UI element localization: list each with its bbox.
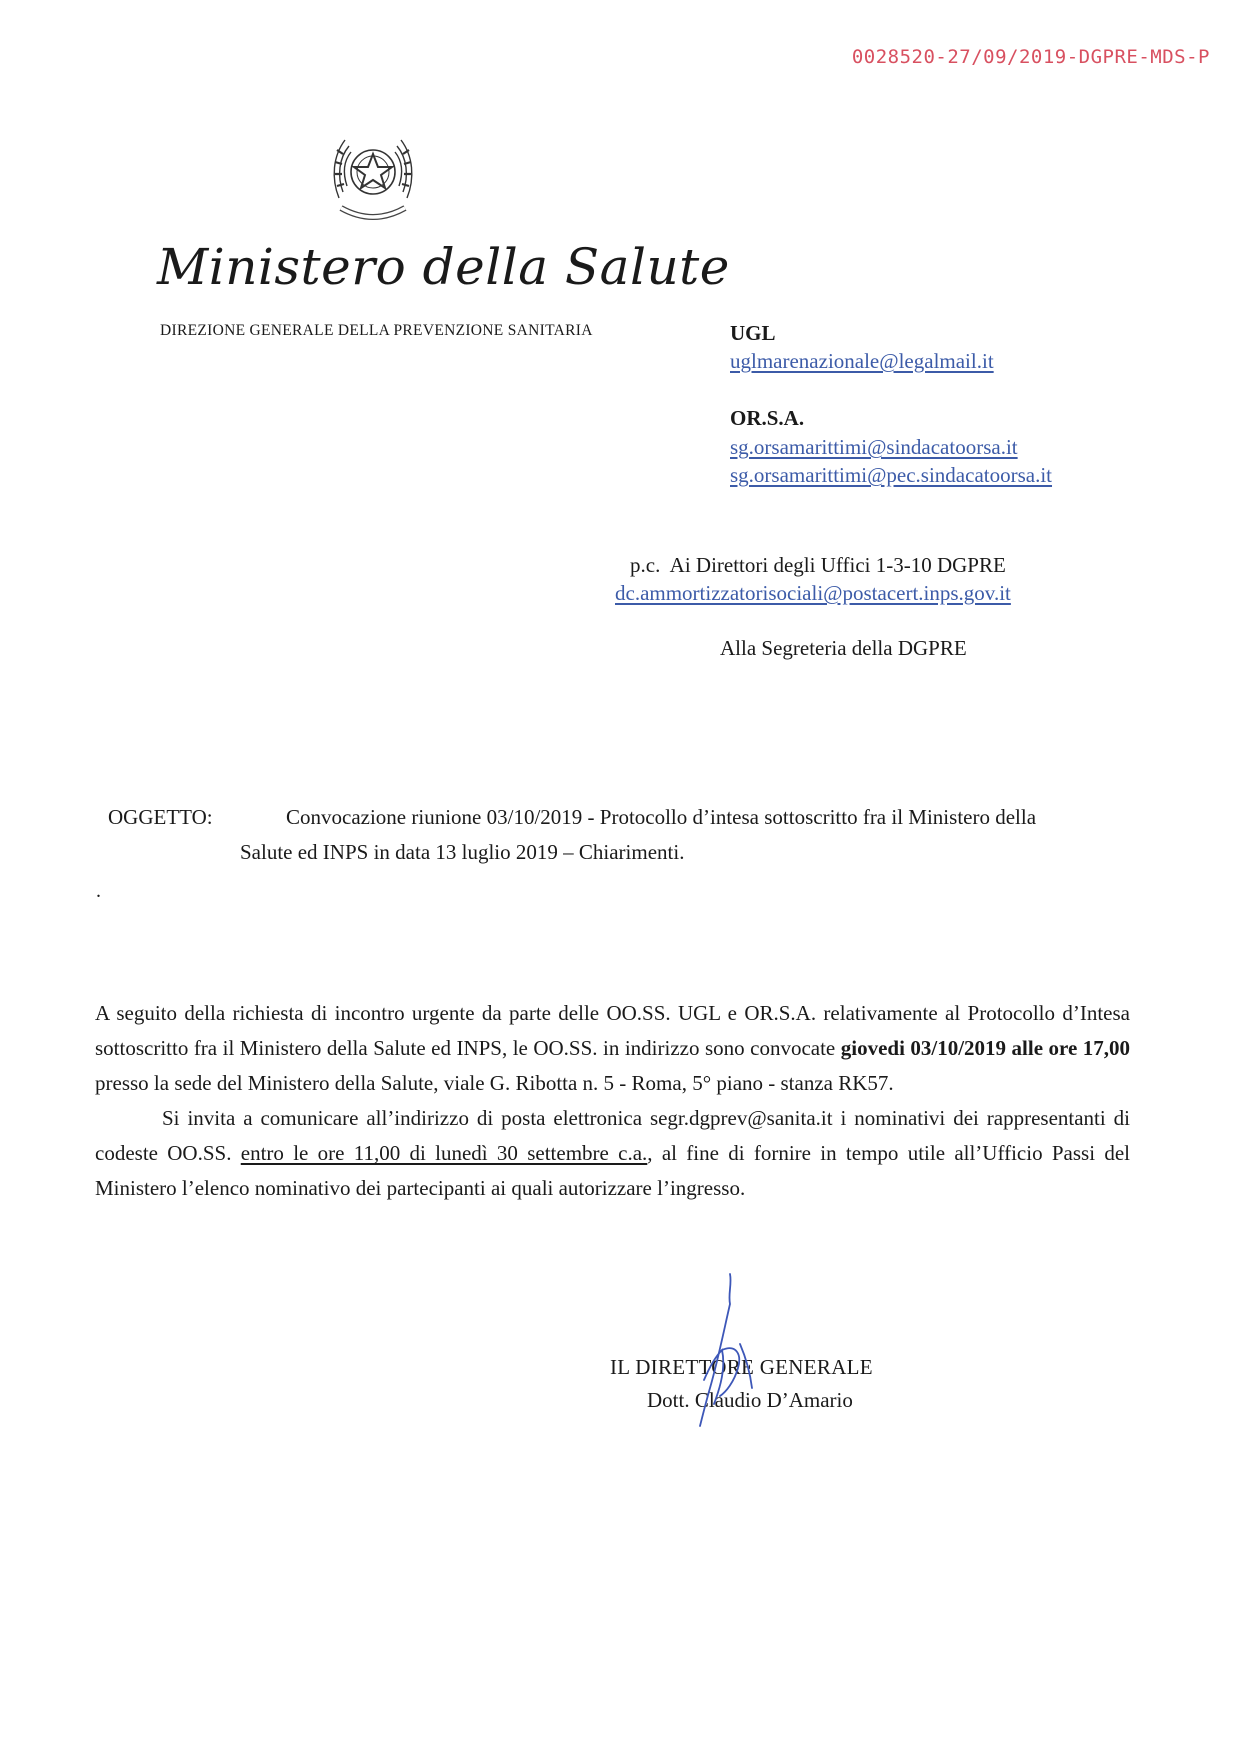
- recipient-ugl-name: UGL: [730, 321, 776, 345]
- cc-segreteria: Alla Segreteria della DGPRE: [720, 636, 967, 660]
- signatory-name: Dott. Claudio D’Amario: [647, 1388, 853, 1412]
- paragraph-2: Si invita a comunicare all’indirizzo di posta elettronica segr.dgprev@sanita.it i nominativi dei rappresentanti di codeste OO.SS. entro le ore 11,00 di lunedì 30 settembre c.a., al fine di fornire in tempo utile all’Ufficio Passi del Ministero l’elenco nominativo dei partecipanti ai quali autorizzare l’ingresso.: [95, 1106, 1130, 1200]
- meeting-datetime: giovedi 03/10/2019 alle ore 17,00: [840, 1036, 1131, 1060]
- stray-mark: .: [96, 880, 101, 902]
- cc-email[interactable]: dc.ammortizzatorisociali@postacert.inps.gov.it: [615, 581, 1011, 605]
- subject-line-1: Convocazione riunione 03/10/2019 - Protocollo d’intesa sottoscritto fra il Ministero della: [286, 805, 1037, 829]
- subject-line-2: Salute ed INPS in data 13 luglio 2019 – Chiarimenti.: [240, 840, 685, 864]
- subject-label: OGGETTO:: [108, 805, 213, 829]
- republic-emblem-icon: [323, 128, 423, 232]
- cc-line: p.c. Ai Direttori degli Uffici 1-3-10 DGPRE: [630, 553, 1006, 577]
- recipient-ugl-email[interactable]: uglmarenazionale@legalmail.it: [730, 349, 994, 373]
- deadline: entro le ore 11,00 di lunedì 30 settembre c.a.: [240, 1141, 648, 1165]
- paragraph-1: A seguito della richiesta di incontro urgente da parte delle OO.SS. UGL e OR.S.A. relativamente al Protocollo d’Intesa sottoscritto fra il Ministero della Salute ed INPS, le OO.SS. in indirizzo sono convocate giovedi 03/10/2019 alle ore 17,00 presso la sede del Ministero della Salute, viale G. Ribotta n. 5 - Roma, 5° piano - stanza RK57.: [95, 1001, 1131, 1095]
- ministry-name: Ministero della Salute: [157, 238, 730, 296]
- handwritten-signature-icon: [680, 1270, 780, 1430]
- signatory-title: IL DIRETTORE GENERALE: [610, 1355, 873, 1379]
- department-name: DIREZIONE GENERALE DELLA PREVENZIONE SANITARIA: [160, 322, 593, 339]
- recipient-orsa-email-1[interactable]: sg.orsamarittimi@sindacatoorsa.it: [730, 435, 1018, 459]
- recipient-orsa-name: OR.S.A.: [730, 406, 805, 430]
- protocol-number: 0028520-27/09/2019-DGPRE-MDS-P: [851, 46, 1210, 68]
- letter-body: [95, 996, 1130, 1206]
- recipient-orsa-email-2[interactable]: sg.orsamarittimi@pec.sindacatoorsa.it: [730, 463, 1053, 487]
